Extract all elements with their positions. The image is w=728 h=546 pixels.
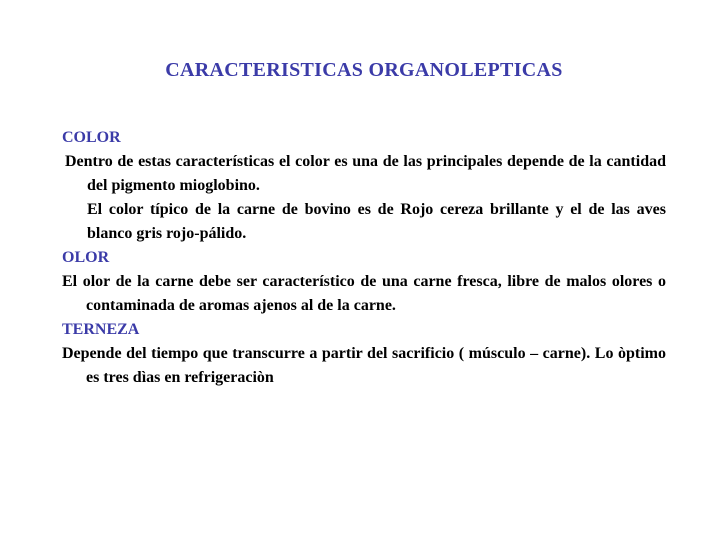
section-heading-color: COLOR [62, 129, 121, 146]
terneza-paragraph: Depende del tiempo que transcurre a partir del sacrificio ( músculo – carne). Lo òptimo es tres dìas en refrigeraciòn [62, 345, 666, 386]
color-paragraph-2: El color típico de la carne de bovino es de Rojo cereza brillante y el de las aves blanco gris rojo-pálido. [87, 201, 666, 242]
olor-paragraph: El olor de la carne debe ser característico de una carne fresca, libre de malos olores o contaminada de aromas ajenos al de la carne. [62, 273, 666, 314]
slide-body [62, 126, 666, 390]
section-heading-olor: OLOR [62, 249, 110, 266]
section-heading-terneza: TERNEZA [62, 321, 140, 338]
color-paragraph-1: Dentro de estas características el color es una de las principales depende de la cantidad del pigmento mioglobino. [65, 153, 666, 194]
slide-title: CARACTERISTICAS ORGANOLEPTICAS [165, 59, 563, 81]
